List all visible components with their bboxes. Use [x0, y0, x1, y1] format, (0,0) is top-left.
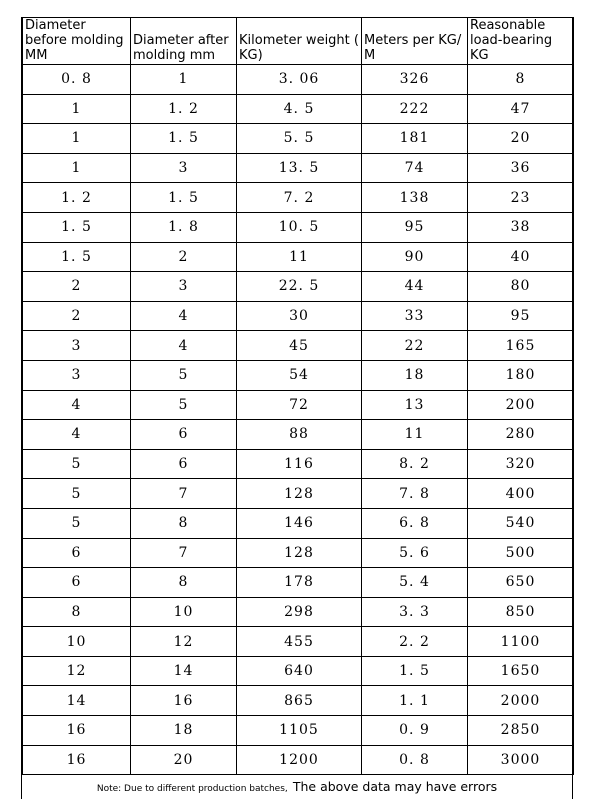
header-diameter-before: Diameter before molding MM: [23, 18, 131, 65]
table-row: [23, 627, 574, 657]
header-diameter-after: Diameter after molding mm: [131, 18, 237, 65]
cell-kilometer-weight: 30: [237, 301, 362, 331]
cell-load-bearing: 40: [468, 242, 574, 272]
cell-diameter-after: 14: [131, 656, 237, 686]
cell-kilometer-weight: 1200: [237, 745, 362, 775]
cell-meters-per-kg: 11: [362, 420, 468, 450]
cell-load-bearing: 47: [468, 94, 574, 124]
cell-diameter-after: 6: [131, 420, 237, 450]
cell-load-bearing: 1650: [468, 656, 574, 686]
cell-meters-per-kg: 138: [362, 183, 468, 213]
cell-meters-per-kg: 18: [362, 360, 468, 390]
table-row: [23, 538, 574, 568]
cell-diameter-before: 16: [23, 716, 131, 746]
table-row: [23, 716, 574, 746]
cell-kilometer-weight: 4. 5: [237, 94, 362, 124]
table-row: [23, 212, 574, 242]
cell-diameter-before: 3: [23, 331, 131, 361]
table-row: [23, 242, 574, 272]
cell-kilometer-weight: 178: [237, 568, 362, 598]
table-row: [23, 301, 574, 331]
cell-load-bearing: 95: [468, 301, 574, 331]
table-row: [23, 360, 574, 390]
cell-meters-per-kg: 1. 5: [362, 656, 468, 686]
cell-diameter-after: 5: [131, 360, 237, 390]
cell-kilometer-weight: 72: [237, 390, 362, 420]
cell-diameter-before: 6: [23, 568, 131, 598]
table-row: [23, 597, 574, 627]
cell-meters-per-kg: 95: [362, 212, 468, 242]
cell-load-bearing: 20: [468, 124, 574, 154]
cell-kilometer-weight: 3. 06: [237, 65, 362, 95]
cell-diameter-after: 1: [131, 65, 237, 95]
header-kilometer-weight: Kilometer weight ( KG): [237, 18, 362, 65]
cell-meters-per-kg: 13: [362, 390, 468, 420]
cell-meters-per-kg: 5. 4: [362, 568, 468, 598]
cell-diameter-before: 16: [23, 745, 131, 775]
cell-meters-per-kg: 1. 1: [362, 686, 468, 716]
cell-diameter-after: 7: [131, 538, 237, 568]
spec-table: [22, 17, 574, 775]
table-row: [23, 390, 574, 420]
table-row: [23, 479, 574, 509]
cell-meters-per-kg: 22: [362, 331, 468, 361]
cell-diameter-before: 5: [23, 508, 131, 538]
cell-meters-per-kg: 222: [362, 94, 468, 124]
cell-meters-per-kg: 6. 8: [362, 508, 468, 538]
cell-meters-per-kg: 33: [362, 301, 468, 331]
cell-kilometer-weight: 116: [237, 449, 362, 479]
cell-diameter-before: 1: [23, 124, 131, 154]
cell-meters-per-kg: 74: [362, 153, 468, 183]
cell-diameter-after: 1. 5: [131, 124, 237, 154]
cell-meters-per-kg: 2. 2: [362, 627, 468, 657]
cell-load-bearing: 2000: [468, 686, 574, 716]
cell-kilometer-weight: 640: [237, 656, 362, 686]
table-row: [23, 508, 574, 538]
cell-diameter-after: 2: [131, 242, 237, 272]
cell-diameter-after: 7: [131, 479, 237, 509]
cell-kilometer-weight: 455: [237, 627, 362, 657]
cell-kilometer-weight: 22. 5: [237, 272, 362, 302]
cell-diameter-after: 12: [131, 627, 237, 657]
cell-meters-per-kg: 7. 8: [362, 479, 468, 509]
cell-diameter-after: 4: [131, 301, 237, 331]
cell-kilometer-weight: 13. 5: [237, 153, 362, 183]
cell-load-bearing: 650: [468, 568, 574, 598]
cell-meters-per-kg: 8. 2: [362, 449, 468, 479]
cell-meters-per-kg: 3. 3: [362, 597, 468, 627]
cell-diameter-before: 2: [23, 301, 131, 331]
cell-kilometer-weight: 5. 5: [237, 124, 362, 154]
cell-diameter-before: 1. 5: [23, 242, 131, 272]
cell-diameter-after: 8: [131, 568, 237, 598]
table-row: [23, 449, 574, 479]
cell-kilometer-weight: 128: [237, 538, 362, 568]
cell-load-bearing: 3000: [468, 745, 574, 775]
table-row: [23, 420, 574, 450]
header-load-bearing: Reasonable load-bearing KG: [468, 18, 574, 65]
cell-diameter-after: 16: [131, 686, 237, 716]
table-row: [23, 686, 574, 716]
cell-diameter-before: 4: [23, 390, 131, 420]
table-row: [23, 331, 574, 361]
cell-kilometer-weight: 54: [237, 360, 362, 390]
cell-diameter-before: 1. 5: [23, 212, 131, 242]
cell-diameter-after: 3: [131, 153, 237, 183]
cell-load-bearing: 180: [468, 360, 574, 390]
cell-kilometer-weight: 128: [237, 479, 362, 509]
cell-diameter-before: 3: [23, 360, 131, 390]
cell-diameter-after: 6: [131, 449, 237, 479]
table-row: [23, 568, 574, 598]
cell-meters-per-kg: 0. 9: [362, 716, 468, 746]
cell-diameter-before: 12: [23, 656, 131, 686]
cell-kilometer-weight: 146: [237, 508, 362, 538]
cell-diameter-after: 1. 5: [131, 183, 237, 213]
table-body: [23, 65, 574, 775]
table-row: [23, 745, 574, 775]
cell-diameter-before: 5: [23, 479, 131, 509]
cell-meters-per-kg: 44: [362, 272, 468, 302]
footnote: [22, 776, 572, 795]
table-row: [23, 183, 574, 213]
cell-kilometer-weight: 11: [237, 242, 362, 272]
table-row: [23, 124, 574, 154]
cell-meters-per-kg: 326: [362, 65, 468, 95]
cell-diameter-before: 6: [23, 538, 131, 568]
cell-diameter-after: 8: [131, 508, 237, 538]
cell-diameter-before: 1. 2: [23, 183, 131, 213]
cell-load-bearing: 540: [468, 508, 574, 538]
cell-kilometer-weight: 88: [237, 420, 362, 450]
cell-kilometer-weight: 7. 2: [237, 183, 362, 213]
table-row: [23, 153, 574, 183]
cell-diameter-before: 8: [23, 597, 131, 627]
spec-sheet: [21, 17, 573, 799]
footnote-suffix: The above data may have errors: [292, 779, 498, 794]
cell-diameter-before: 10: [23, 627, 131, 657]
table-header: [23, 18, 574, 65]
cell-meters-per-kg: 0. 8: [362, 745, 468, 775]
cell-diameter-after: 1. 2: [131, 94, 237, 124]
header-row: [23, 18, 574, 65]
header-meters-per-kg: Meters per KG/ M: [362, 18, 468, 65]
cell-diameter-after: 20: [131, 745, 237, 775]
cell-load-bearing: 80: [468, 272, 574, 302]
cell-load-bearing: 850: [468, 597, 574, 627]
cell-load-bearing: 320: [468, 449, 574, 479]
cell-diameter-before: 14: [23, 686, 131, 716]
table-row: [23, 272, 574, 302]
cell-diameter-before: 1: [23, 94, 131, 124]
cell-load-bearing: 23: [468, 183, 574, 213]
cell-diameter-after: 5: [131, 390, 237, 420]
cell-load-bearing: 2850: [468, 716, 574, 746]
cell-diameter-after: 4: [131, 331, 237, 361]
cell-load-bearing: 200: [468, 390, 574, 420]
cell-load-bearing: 500: [468, 538, 574, 568]
cell-load-bearing: 165: [468, 331, 574, 361]
cell-diameter-after: 10: [131, 597, 237, 627]
cell-load-bearing: 1100: [468, 627, 574, 657]
cell-kilometer-weight: 45: [237, 331, 362, 361]
cell-diameter-before: 5: [23, 449, 131, 479]
cell-diameter-before: 4: [23, 420, 131, 450]
cell-kilometer-weight: 1105: [237, 716, 362, 746]
cell-kilometer-weight: 298: [237, 597, 362, 627]
cell-diameter-after: 3: [131, 272, 237, 302]
cell-diameter-after: 18: [131, 716, 237, 746]
cell-load-bearing: 38: [468, 212, 574, 242]
cell-load-bearing: 36: [468, 153, 574, 183]
cell-meters-per-kg: 90: [362, 242, 468, 272]
cell-diameter-after: 1. 8: [131, 212, 237, 242]
cell-diameter-before: 1: [23, 153, 131, 183]
table-row: [23, 65, 574, 95]
cell-meters-per-kg: 5. 6: [362, 538, 468, 568]
cell-kilometer-weight: 865: [237, 686, 362, 716]
cell-load-bearing: 280: [468, 420, 574, 450]
footnote-prefix: Note: Due to different production batches,: [96, 784, 288, 794]
table-row: [23, 94, 574, 124]
table-row: [23, 656, 574, 686]
cell-diameter-before: 0. 8: [23, 65, 131, 95]
cell-load-bearing: 400: [468, 479, 574, 509]
cell-load-bearing: 8: [468, 65, 574, 95]
cell-diameter-before: 2: [23, 272, 131, 302]
cell-meters-per-kg: 181: [362, 124, 468, 154]
cell-kilometer-weight: 10. 5: [237, 212, 362, 242]
